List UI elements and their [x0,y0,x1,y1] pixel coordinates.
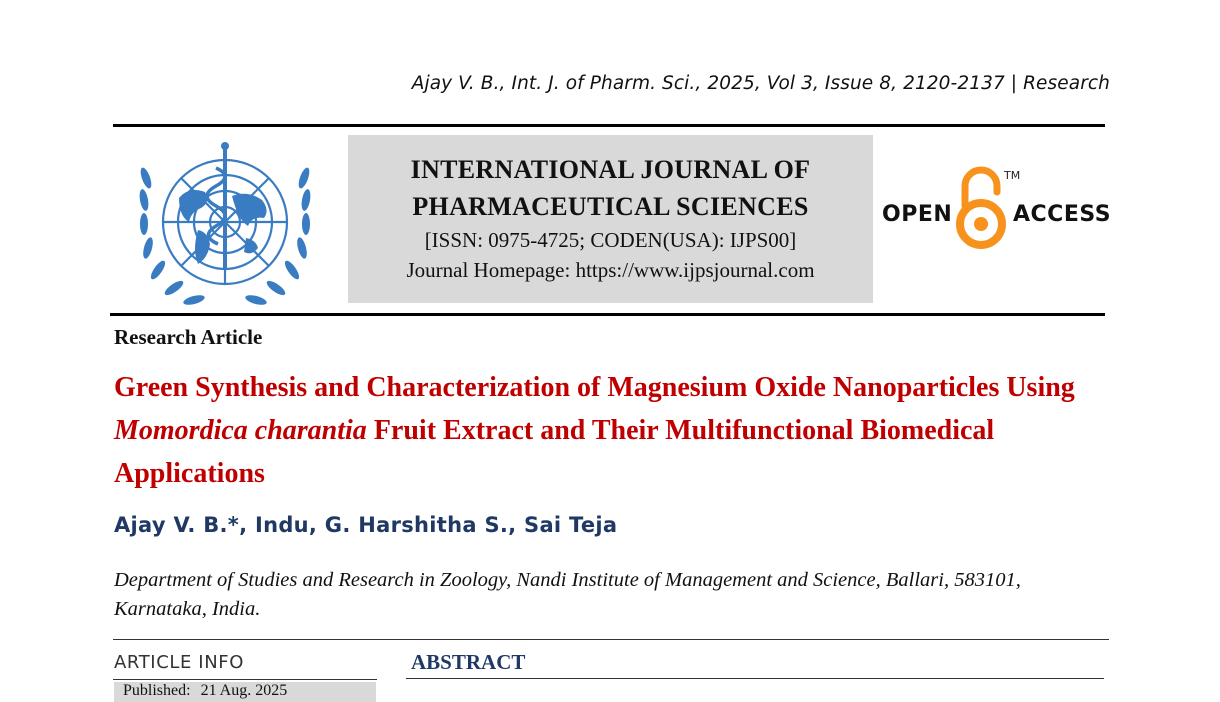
header-rule-top [113,124,1105,127]
open-access-access-text: ACCESS [1013,202,1112,227]
journal-name-line2: PHARMACEUTICAL SCIENCES [412,192,809,221]
journal-issn: [ISSN: 0975-4725; CODEN(USA): IJPS00] [424,228,797,252]
header-rule-bottom [110,313,1105,316]
journal-name-line1: INTERNATIONAL JOURNAL OF [410,155,811,184]
open-access-logo [880,166,1112,252]
open-access-lock-icon [956,166,1006,250]
paper-title-species: Momordica charantia [114,415,367,446]
paper-title-part1: Green Synthesis and Characterization of Magnesium Oxide Nanoparticles Using [114,372,1075,403]
journal-banner [348,135,873,303]
paper-title-part2: Fruit Extract and Their Multifunctional Biomedical Applications [114,415,995,489]
article-type: Research Article [114,325,263,349]
published-row [114,682,376,702]
abstract-heading: ABSTRACT [411,650,526,674]
section-divider [113,639,1109,640]
open-access-trademark: TM [1004,169,1021,182]
journal-homepage: Journal Homepage: https://www.ijpsjournal.com [406,258,815,282]
affiliation: Department of Studies and Research in Zoology, Nandi Institute of Management and Science, Ballari, 583101, Karnataka, India. [114,569,1021,620]
paper-title [114,366,1114,495]
who-emblem-logo [124,138,326,306]
abstract-rule [406,678,1104,679]
author-list: Ajay V. B.*, Indu, G. Harshitha S., Sai Teja [114,513,618,537]
published-label: Published: [123,682,191,699]
running-head: Ajay V. B., Int. J. of Pharm. Sci., 2025, Vol 3, Issue 8, 2120-2137 | Research [411,73,1110,94]
article-info-heading: ARTICLE INFO [114,652,245,673]
published-date: 21 Aug. 2025 [200,682,288,699]
article-info-rule [113,679,377,680]
open-access-open-text: OPEN [882,202,953,227]
